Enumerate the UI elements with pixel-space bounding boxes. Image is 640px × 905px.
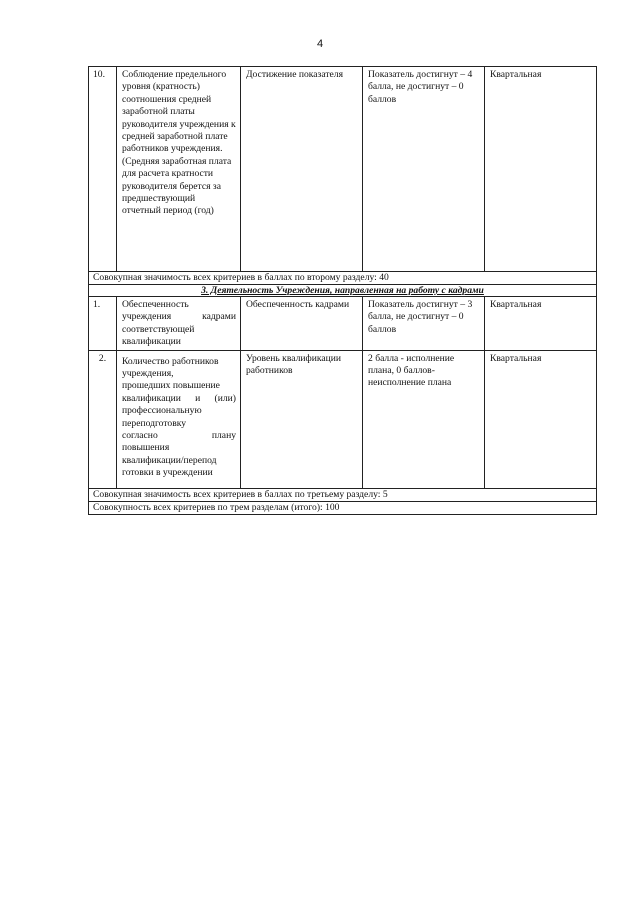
- criterion-line: готовки в учреждении: [122, 467, 213, 479]
- section-total-row: [89, 488, 597, 501]
- table-row: [89, 350, 597, 488]
- scoring-cell: 2 балла - исполнение плана, 0 баллов- неисполнение плана: [363, 350, 485, 488]
- criterion-line: квалификации и (или): [122, 392, 236, 404]
- indicator-cell: Уровень квалификации работников: [241, 350, 363, 488]
- scoring-cell: Показатель достигнут – 3 балла, не достигнут – 0 баллов: [363, 297, 485, 351]
- section2-total: Совокупная значимость всех критериев в баллах по второму разделу: 40: [89, 272, 597, 285]
- section3-title: 3. Деятельность Учреждения, направленная на работу с кадрами: [89, 285, 597, 297]
- criteria-table: [88, 66, 597, 515]
- criterion-line: согласно плану: [122, 430, 236, 442]
- table-row: [89, 67, 597, 272]
- table-row: [89, 297, 597, 351]
- section3-total: Совокупная значимость всех критериев в баллах по третьему разделу: 5: [89, 488, 597, 501]
- criterion-line: профессиональную переподготовку: [122, 405, 202, 429]
- criterion-line: повышения: [122, 442, 170, 454]
- criterion-cell: [117, 350, 241, 488]
- row-number: 2.: [89, 350, 117, 488]
- periodicity-cell: Квартальная: [485, 297, 597, 351]
- page-number: 4: [316, 38, 324, 50]
- criterion-cell: Обеспеченность учреждения кадрами соответствующей квалификации: [117, 297, 241, 351]
- criterion-line: квалификации/перепод: [122, 454, 217, 466]
- scoring-cell: Показатель достигнут – 4 балла, не достигнут – 0 баллов: [363, 67, 485, 272]
- periodicity-cell: Квартальная: [485, 350, 597, 488]
- section-total-row: [89, 272, 597, 285]
- grand-total-row: [89, 501, 597, 514]
- indicator-cell: Достижение показателя: [241, 67, 363, 272]
- criterion-cell: Соблюдение предельного уровня (кратность) соотношения средней заработной платы руководителя учреждения к средней заработной плате работников учреждения. (Средняя заработная плата для расчета кратности руководителя берется за предшествующий отчетный период (год): [117, 67, 241, 272]
- row-number: 1.: [89, 297, 117, 351]
- periodicity-cell: Квартальная: [485, 67, 597, 272]
- criterion-line: прошедших повышение: [122, 380, 220, 392]
- grand-total: Совокупность всех критериев по трем разделам (итого): 100: [89, 501, 597, 514]
- indicator-cell: Обеспеченность кадрами: [241, 297, 363, 351]
- criterion-line: Количество работников учреждения,: [122, 355, 219, 380]
- section-heading-row: [89, 285, 597, 297]
- row-number: 10.: [89, 67, 117, 272]
